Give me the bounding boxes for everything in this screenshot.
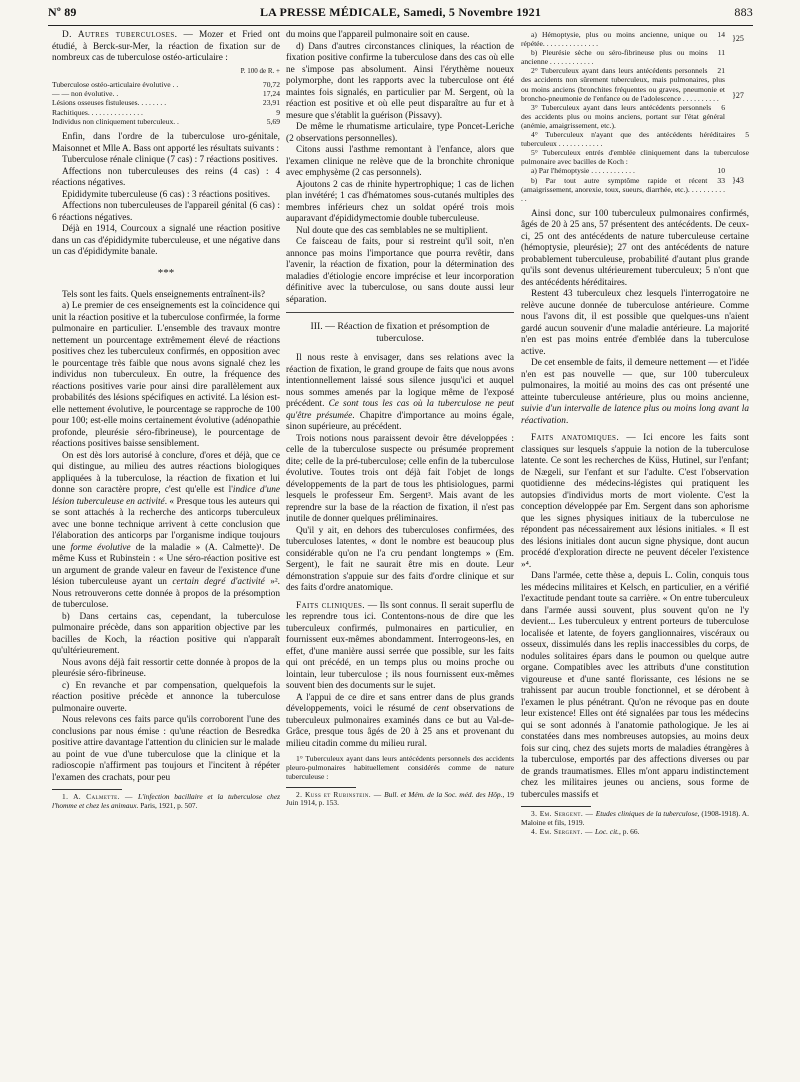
table-row: Rachitiques. . . . . . . . . . . . . . . 9 xyxy=(52,107,280,117)
list-item: 14 a) Hémoptysie, plus ou moins ancienne, unique ou répétée. . . . . . . . . . . . . . . xyxy=(521,30,725,49)
page-header xyxy=(48,5,753,19)
table-row: — — non évolutive. . 17,24 xyxy=(52,89,280,99)
table-row: Tuberculose ostéo-articulaire évolutive . . 70,72 xyxy=(52,80,280,89)
column-2 xyxy=(286,30,514,808)
paragraph: Affections non tuberculeuses de l'appareil génital (6 cas) : 6 réactions négatives. xyxy=(52,201,280,223)
paragraph: Nul doute que des cas semblables ne se multiplient. xyxy=(296,225,488,236)
header-rule xyxy=(48,25,753,26)
paragraph: A l'appui de ce dire et sans entrer dans de plus grands développements, voici le résumé de cent observations de tuberculeux pulmonaires examinés dans ce but au Val-de-Grâce, presque tous âgés de 20 à 25 ans et provenant du milieu citadin comme du milieu rural. xyxy=(286,692,515,749)
list-item: 11 b) Pleurésie sèche ou séro-fibrineuse plus ou moins ancienne . . . . . . . . . . . . xyxy=(521,48,725,67)
paragraph: Enfin, dans l'ordre de la tuberculose uro-génitale, Maisonnet et Mlle A. Bass ont apporté les résultats suivants : xyxy=(52,132,280,154)
footnote-rule xyxy=(286,787,356,788)
paragraph: Citons aussi l'asthme remontant à l'enfance, alors que l'examen clinique ne relève que de la bronchite chronique avec emphysème (2 cas personnels). xyxy=(286,145,514,178)
paragraph: Il nous reste à envisager, dans ses relations avec la réaction de fixation, le grand groupe de faits que nous avons intentionnellement laissé sous silence jusqu'ici et auquel nous sommes amenés par la logique même de l'exposé précédent. Ce sont tous les cas où la tuberculose ne peut qu'être présumée. Chapitre d'importance au moins égale, sinon supérieure, au précédent. xyxy=(286,353,514,432)
paragraph: Tuberculose rénale clinique (7 cas) : 7 réactions positives. xyxy=(62,155,278,166)
paragraph: Ainsi donc, sur 100 tuberculeux pulmonaires confirmés, âgés de 20 à 25 ans, 57 présentent des antécédents. De ceux-ci, 25 ont des antécédents de nature tuberculeuse certaine (hémoptysie, pleurésie); 27 ont des antécédents de nature probablement tuberculeuse, probabilité d'autant plus grande qu'ils sont devenus ultérieurement tuberculeux; 5 n'ont que des antécédents héréditaires. xyxy=(521,208,749,288)
paragraph: Nous avons déjà fait ressortir cette donnée à propos de la pleurésie séro-fibrineuse. xyxy=(52,657,280,680)
section-lead: D. Autres tuberculoses. xyxy=(62,30,178,40)
paragraph: Ce faisceau de faits, pour si restreint qu'il soit, n'en annonce pas moins l'importance que pourra revêtir, dans l'avenir, la réaction de fixation, pour la détermination des maladies d'étiologie encore imprécise et leur incorporation définitive avec la tuberculose, ou sans doute aussi leur séparation. xyxy=(286,237,514,305)
footnote: 1. A. Calmette. — L'infection bacillaire et la tuberculose chez l'homme et chez les animaux. Paris, 1921, p. 507. xyxy=(52,792,281,810)
antecedents-group-1 xyxy=(521,30,749,66)
antecedents-group-2 xyxy=(521,66,749,130)
section-heading: III. — Réaction de fixation et présomption de tuberculose. xyxy=(310,321,490,344)
antecedents-group-5 xyxy=(521,166,749,202)
group-total: }25 xyxy=(732,34,744,43)
paragraph: On est dès lors autorisé à conclure, d'ores et déjà, que ce qui distingue, au milieu des autres réactions biologiques appliquées à la tuberculose, la réaction de fixation et lui donne son caractère propre, c'est qu'elle est l'indice d'une lésion tuberculeuse en activité. « Presque tous les auteurs qui se sont attachés à la recherche des anticorps tuberculeux avec une bonne technique arrivent à cette conclusion que l'élaboration des anticorps par l'organisme indique toujours une forme évolutive de la maladie » (A. Calmette)¹. De même Kuss et Rubinstein : « Une séro-réaction positive est un argument de grande valeur en faveur de l'existence d'une lésion tuberculeuse ayant un certain degré d'activité »². Nous retrouverons cette donnée à propos de la présomption de tuberculose. xyxy=(52,450,280,611)
list-item: 10 a) Par l'hémoptysie . . . . . . . . . . . . xyxy=(531,166,725,176)
list-item: 6 3° Tuberculeux ayant dans leurs antécédents personnels des accidents plus ou moins anciens, portant sur l'état général (anémie, amaigrissement, etc.). xyxy=(521,102,725,130)
group-total: }27 xyxy=(732,91,744,101)
paragraph: c) En revanche et par compensation, quelquefois la réaction positive précède et annonce la tuberculose pulmonaire ouverte. xyxy=(52,680,280,714)
footnote-rule xyxy=(521,806,591,807)
paragraph: Epididymite tuberculeuse (6 cas) : 3 réactions positives. xyxy=(62,189,271,200)
section-rule xyxy=(286,312,514,313)
paragraph: Dans l'armée, cette thèse a, depuis L. Colin, conquis tous les médecins militaires et Kelsch, en particulier, en a vérifié l'exactitude pendant toute sa carrière. « On entre tuberculeux dans l'armée aussi souvent, plus souvent qu'on ne l'y devient... Les tuberculeux y entrent porteurs de tuberculose localisée et latente, de foyers ganglionnaires, viscéraux ou osseux, dissimulés dans les replis inaccessibles du corps, de nodules solitaires épars dans le poumon ou quelque autre organe. Compatibles avec les attributs d'une constitution vigoureuse et d'une santé florissante, ces lésions ne se trahissent par aucun trouble fonctionnel, et se dérobent à l'examen le plus pénétrant. Qu'on ne révoque pas en doute leur existence! Elles ont été signalées par tous les médecins qui se sont adonnés à l'anatomie pathologique. Je les ai constatées dans mes nombreuses autopsies, au moins deux fois sur cinq, chez des sujets morts de maladies étrangères à la tuberculose, emportés par des affections diverses ou par de grands traumatismes. Elles m'ont apparu indistinctement chez les militaires jeunes ou anciens, sous forme de tubercules massifs et xyxy=(521,571,749,800)
paragraph: Trois notions nous paraissent devoir être développées : celle de la tuberculose suspecte ou présumée proprement dite; celle de la pré-tuberculose; celle enfin de la tuberculose évolutive. Toutes trois ont déjà fait l'objet de longs développements de la part de tous les phtisiologues, parmi lesquels le professeur Em. Sergent³. Mais avant de les reprendre sur la base de la réaction de fixation, il n'est pas inutile de donner quelques préliminaires. xyxy=(286,433,514,524)
paragraph: Faits cliniques. — Ils sont connus. Il serait superflu de les reprendre tous ici. Contentons-nous de dire que les tuberculeux confirmés, pulmonaires en particulier, en fournissent eux-mêmes abondamment. Interrogeons-les, en effet, d'une manière aussi serrée que possible, sur les faits qui ont précédé, en un temps plus ou moins proche ou lointain, leur tuberculose ; ils nous fournissent eux-mêmes souvent bien des documents sur le sujet. xyxy=(286,600,515,691)
footnote: 2. Kuss et Rubinstein. — Bull. et Mém. de la Soc. méd. des Hôp., 19 Juin 1914, p. 153. xyxy=(286,789,514,808)
list-item: 5 4° Tuberculeux n'ayant que des antécédents héréditaires tuberculeux . . . . . . . . . . . . xyxy=(521,130,749,149)
paragraph: De même le rhumatisme articulaire, type Poncet-Leriche (2 observations personnelles). xyxy=(286,122,514,144)
results-table xyxy=(52,80,280,126)
list-item: 33 b) Par tout autre symptôme rapide et récent (amaigrissement, anorexie, toux, sueurs, diarrhée, etc.). . . . . . . . . . . . xyxy=(521,175,725,203)
paragraph: D. Autres tuberculoses. — Mozer et Fried ont étudié, à Berck-sur-Mer, la réaction de fixation sur de nombreux cas de tuberculose ostéo-articulaire : xyxy=(52,30,280,63)
paragraph: Ajoutons 2 cas de rhinite hypertrophique; 1 cas de lichen plan invétéré; 1 cas d'hématomes sous-cutanés multiples des membres inférieurs chez un soldat opéré trois mois auparavant d'épididymectomie double tuberculeuse. xyxy=(286,179,514,224)
page-number: 883 xyxy=(734,5,753,19)
paragraph: Nous relevons ces faits parce qu'ils corroborent l'une des conclusions par nous émise : qu'une réaction de Besredka positive attire davantage l'attention du clinicien sur le malade au point de vue d'une tuberculose que la clinique et la radioscopie n'affirment pas toujours et l'incitent à répéter l'examen des crachats, pour peu xyxy=(52,715,280,783)
journal-title: LA PRESSE MÉDICALE, Samedi, 5 Novembre 1921 xyxy=(259,5,542,19)
paragraph: du moins que l'appareil pulmonaire soit en cause. xyxy=(286,30,470,40)
table-row: Individus non cliniquement tuberculeux. . 5,69 xyxy=(52,116,280,126)
paragraph: 1° Tuberculeux ayant dans leurs antécédents personnels des accidents pleuro-pulmonaires habituellement considérés comme de nature tuberculeuse : xyxy=(286,754,514,782)
paragraph: De cet ensemble de faits, il demeure nettement — et l'idée n'en est pas nouvelle — que, sur 100 tuberculeux pulmonaires, la moitié au moins des cas ont présenté une atteinte tuberculeuse antérieure, plus ou moins ancienne, suivie d'un intervalle de latence plus ou moins long avant la réactivation. xyxy=(521,358,749,426)
column-1 xyxy=(52,30,280,811)
section-lead: Faits cliniques. xyxy=(296,600,366,611)
section-lead: Faits anatomiques. xyxy=(531,433,620,444)
paragraph: Déjà en 1914, Courcoux a signalé une réaction positive dans un cas d'épididymite tuberculeuse, et une négative dans un cas d'épididymite banale. xyxy=(52,224,280,258)
footnote: 4. Em. Sergent. — Loc. cit., p. 66. xyxy=(531,826,640,836)
table-unit: P. 100 de R. + xyxy=(240,66,280,75)
list-item: 21 2° Tuberculeux ayant dans leurs antécédents personnels des accidents non sûrement tuberculeux, mais pulmonaires, plus ou moins anciens (bronchites fréquentes ou graves, pneumonie et broncho-pneumonie de l'enfance ou de l'adolescence . . . . . . . . . . xyxy=(521,66,725,103)
table-row: Lésions osseuses fistuleuses. . . . . . . . 23,91 xyxy=(52,98,280,108)
paragraph: a) Le premier de ces enseignements est la coïncidence qui unit la réaction positive et la tuberculose confirmée, la forme pulmonaire en particulier. L'ensemble des travaux montre nettement un pourcentage extrêmement élevé de réactions positives chez les tuberculeux confirmés, en opposition avec le pourcentage très faible que nous avons signalé chez les individus non tuberculeux. En outre, la fréquence des réactions positives varie pour ainsi dire parallèlement aux probabilités des lésions spécifiques en activité. La lésion est-elle nettement évolutive, le pourcentage se rapproche de 100 pour 100; est-elle moins certainement évolutive (adénopathie profonde, pleurésie séro-fibrineuse), le pourcentage de réactions positives baisse sensiblement. xyxy=(52,301,280,450)
group-total: }43 xyxy=(732,176,744,186)
footnote-rule xyxy=(52,789,122,790)
column-3 xyxy=(521,30,749,837)
paragraph: Qu'il y ait, en dehors des tuberculoses confirmées, des tuberculoses latentes, « dont le nombre est beaucoup plus considérable qu'on ne l'a cru pendant longtemps » (Em. Sergent), le fait ne saurait être mis en doute. Leur démonstration s'appuie sur des faits d'ordre clinique et sur des faits d'ordre anatomique. xyxy=(286,525,514,593)
footnote: 3. Em. Sergent. — Etudes cliniques de la tuberculose, (1908-1918). A. Maloine et fils, 1919. xyxy=(521,809,749,828)
paragraph: Affections non tuberculeuses des reins (4 cas) : 4 réactions négatives. xyxy=(52,166,280,189)
paragraph: Faits anatomiques. — Ici encore les faits sont classiques sur lesquels s'appuie la notion de la tuberculose latente. Ce sont les recherches de Küss, Hutinel, sur l'enfant; de Nægeli, sur l'enfant et sur l'adulte. C'est l'observation quotidienne des médecins-légistes qui pratiquent les autopsies d'individus morts de mort violente. C'est la conception développée par Em. Sergent dans son aphorisme que les signes physiques initiaux de la tuberculose ne répondent pas nécessairement aux lésions initiales. « Il est des lésions initiales dont aucun signe physique, dont aucun procédé d'exploration directe ne peuvent déceler l'existence »⁴. xyxy=(521,433,749,570)
paragraph: Tels sont les faits. Quels enseignements entraînent-ils? xyxy=(62,289,266,300)
paragraph: d) Dans d'autres circonstances cliniques, la réaction de fixation positive confirme la tuberculose dans des cas où elle ne s'impose pas absolument. Ainsi l'érythème noueux polymorphe, dont les rapports avec la tuberculose ont été maintes fois signalés, en particulier par M. Sergent, où la réaction est positive et où elle peut disparaître au fur et à mesure que s'établit la guérison (Pissavy). xyxy=(286,41,514,121)
list-item: 5° Tuberculeux entrés d'emblée cliniquement dans la tuberculose pulmonaire avec bacilles de Koch : xyxy=(521,148,749,167)
section-separator-stars: *** xyxy=(157,266,175,279)
issue-number: Nº 89 xyxy=(48,5,77,19)
paragraph: Restent 43 tuberculeux chez lesquels l'interrogatoire ne relève aucune donnée de tuberculose antérieure. Comme nous l'avons dit, il est possible que quelques-uns n'aient gardé aucun souvenir d'une maladie antérieure. La majorité n'en est pas moins entrée d'emblée dans la tuberculose active. xyxy=(521,289,749,357)
paragraph: b) Dans certains cas, cependant, la tuberculose pulmonaire précède, dans son apparition objective par les bacilles de Koch, la réaction positive qui n'apparaît qu'ultérieurement. xyxy=(52,611,280,657)
